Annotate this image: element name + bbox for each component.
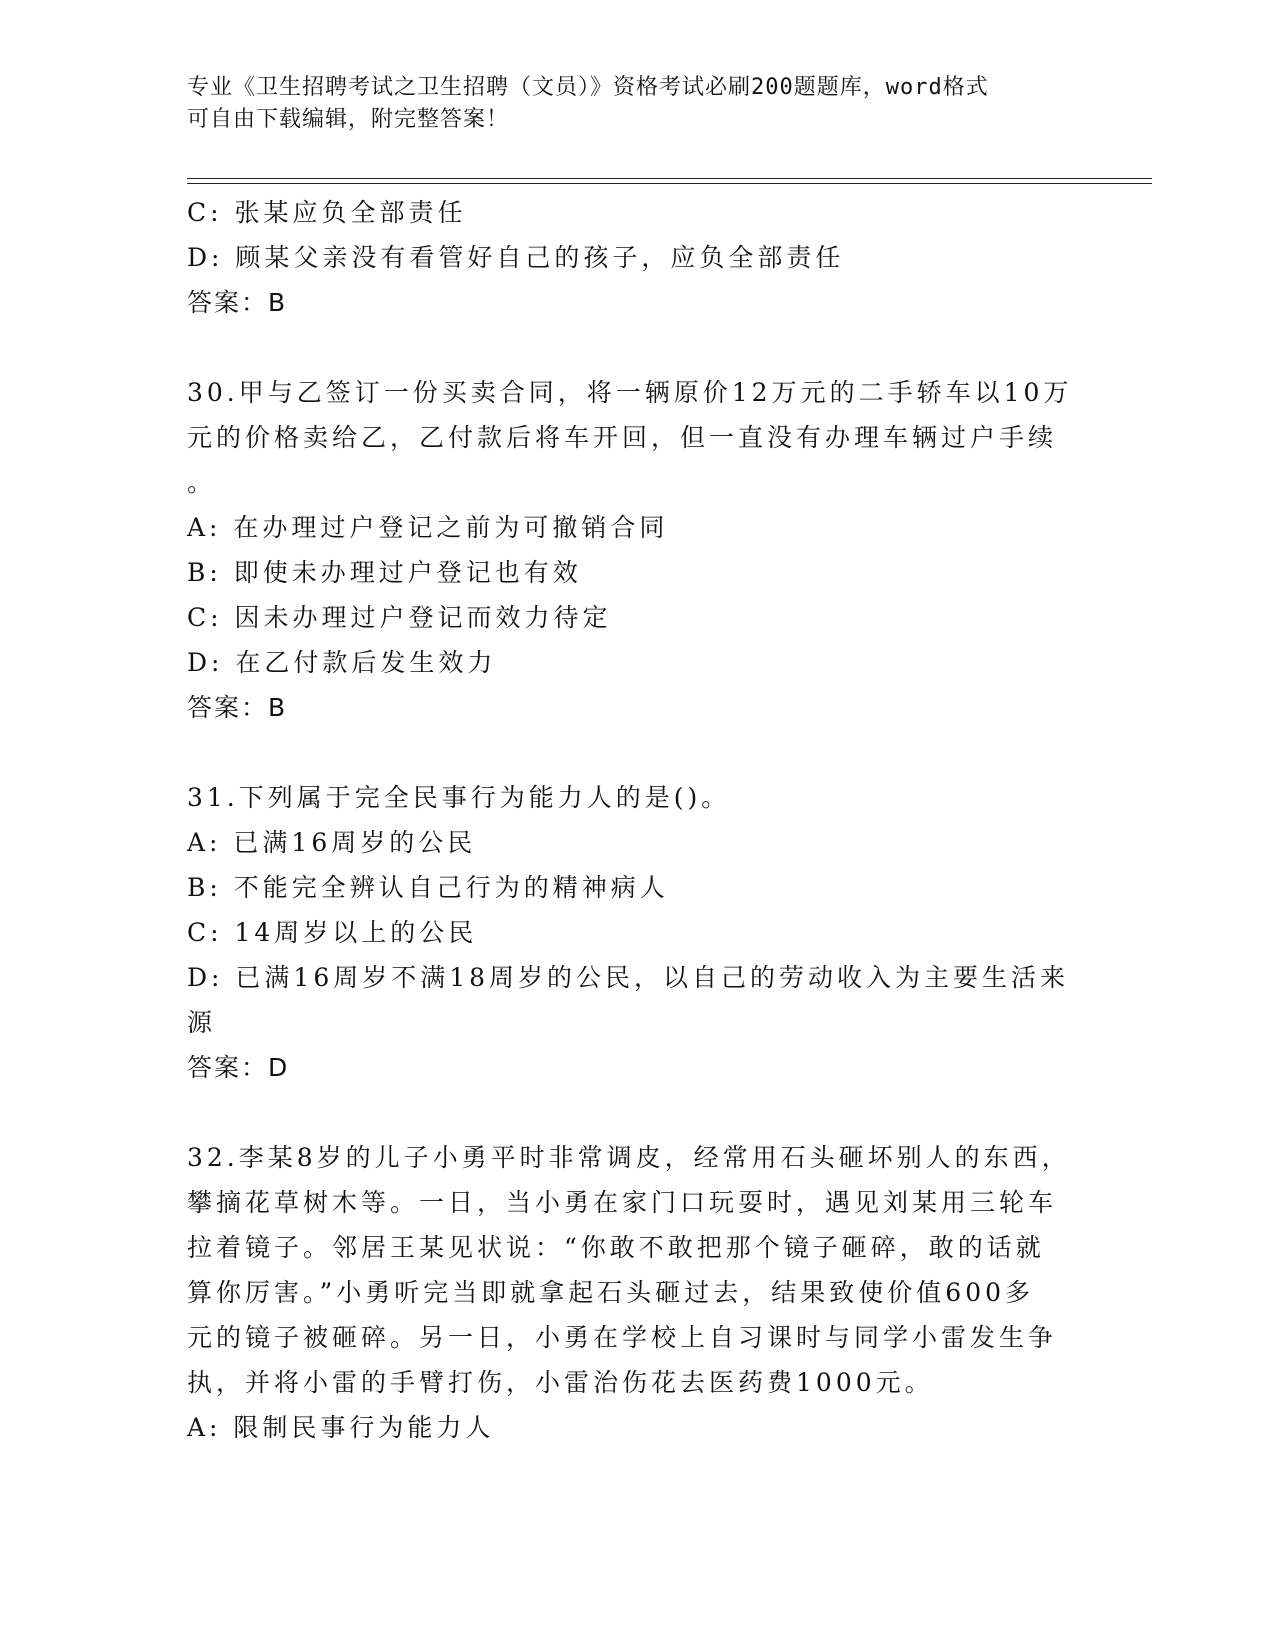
option-d: D: 在乙付款后发生效力 (187, 648, 497, 677)
option-b: B: 不能完全辨认自己行为的精神病人 (187, 873, 669, 902)
header-divider-bottom (187, 183, 1152, 184)
option-d: D: 顾某父亲没有看管好自己的孩子，应负全部责任 (187, 243, 845, 272)
header-divider-top (187, 178, 1152, 179)
question-content (187, 190, 1087, 1450)
question-stem-line: 元的价格卖给乙，乙付款后将车开回，但一直没有办理车辆过户手续 (187, 423, 1058, 452)
option-a: A: 在办理过户登记之前为可撤销合同 (187, 513, 669, 542)
header-line-1: 专业《卫生招聘考试之卫生招聘（文员）》资格考试必刷200题题库，word格式 (187, 75, 989, 100)
question-stem-line: 31.下列属于完全民事行为能力人的是()。 (187, 783, 731, 812)
question-stem-line: 32.李某8岁的儿子小勇平时非常调皮，经常用石头砸坏别人的东西， (187, 1143, 1071, 1172)
question-stem-line: 执，并将小雷的手臂打伤，小雷治伤花去医药费1000元。 (187, 1368, 934, 1397)
question-stem-line: 。 (187, 468, 217, 497)
answer-text: 答案：B (187, 693, 288, 722)
question-stem-line: 元的镜子被砸碎。另一日，小勇在学校上自习课时与同学小雷发生争 (187, 1323, 1058, 1352)
header-line-2: 可自由下载编辑，附完整答案！ (187, 107, 510, 132)
spacer (187, 730, 1087, 775)
spacer (187, 325, 1087, 370)
option-d-continuation: 源 (187, 1008, 217, 1037)
question-stem-line: 算你厉害。”小勇听完当即就拿起石头砸过去，结果致使价值600多 (187, 1278, 1035, 1307)
option-a: A: 已满16周岁的公民 (187, 828, 477, 857)
question-stem-line: 拉着镜子。邻居王某见状说：“你敢不敢把那个镜子砸碎，敢的话就 (187, 1233, 1045, 1262)
option-a: A: 限制民事行为能力人 (187, 1413, 495, 1442)
answer-text: 答案：D (187, 1053, 290, 1082)
question-stem-line: 攀摘花草树木等。一日，当小勇在家门口玩耍时，遇见刘某用三轮车 (187, 1188, 1058, 1217)
question-stem-line: 30.甲与乙签订一份买卖合同，将一辆原价12万元的二手轿车以10万 (187, 378, 1073, 407)
option-c: C: 张某应负全部责任 (187, 198, 467, 227)
spacer (187, 1090, 1087, 1135)
option-c: C: 因未办理过户登记而效力待定 (187, 603, 612, 632)
page-header (187, 72, 1067, 136)
answer-text: 答案：B (187, 288, 288, 317)
option-c: C: 14周岁以上的公民 (187, 918, 478, 947)
option-d: D: 已满16周岁不满18周岁的公民，以自己的劳动收入为主要生活来 (187, 963, 1070, 992)
option-b: B: 即使未办理过户登记也有效 (187, 558, 582, 587)
